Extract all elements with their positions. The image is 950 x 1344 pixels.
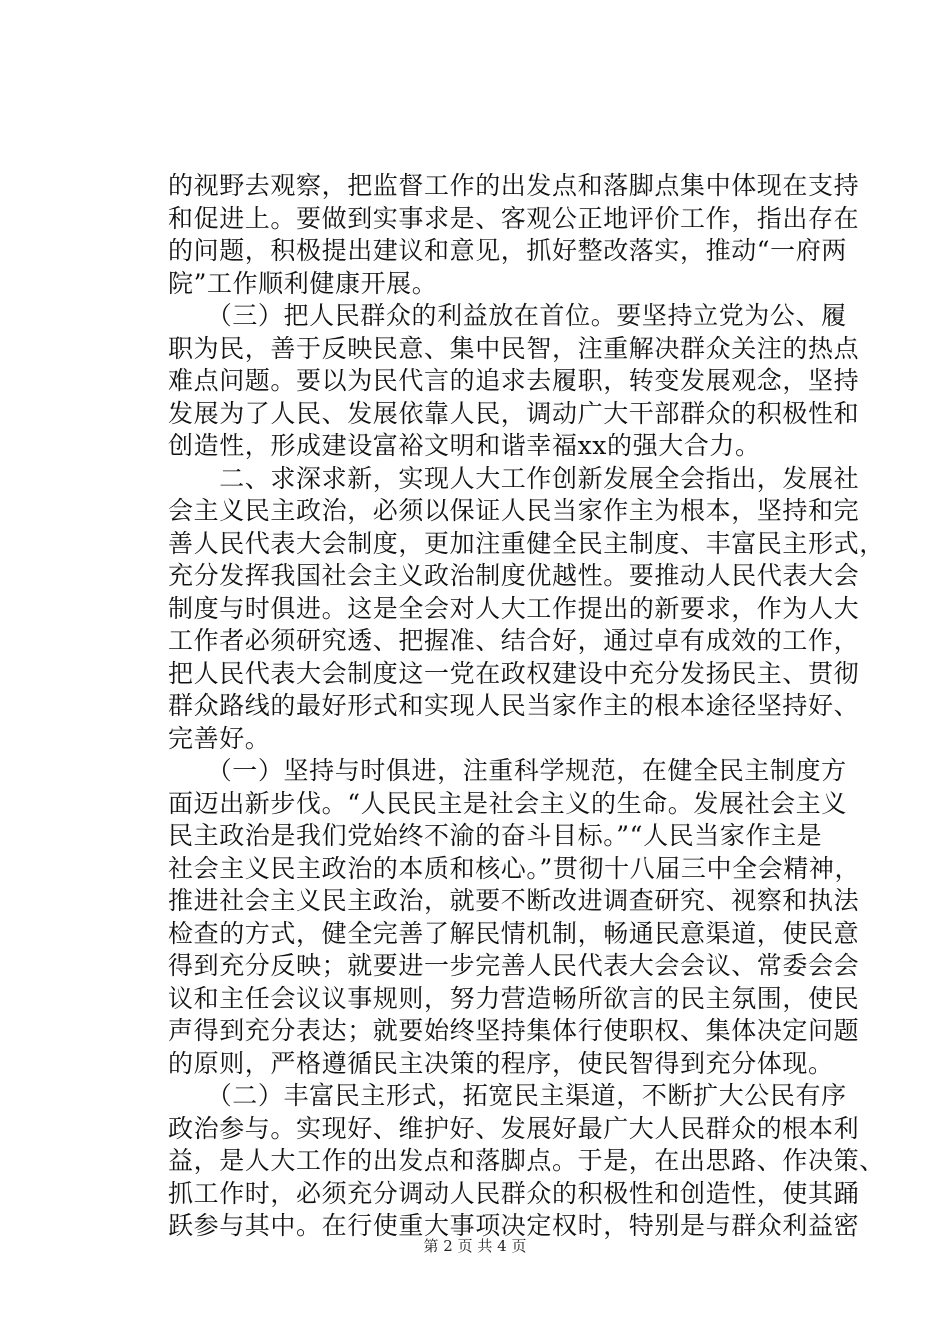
text-line: 社会主义民主政治的本质和核心。”贯彻十八届三中全会精神， [168,853,861,883]
text-line: 完善好。 [168,723,271,753]
text-line: 得到充分反映；就要进一步完善人民代表大会会议、常委会会 [168,951,860,980]
text-line: 民主政治是我们党始终不渝的奋斗目标。”“人民当家作主是 [168,821,823,850]
text-line: 的原则，严格遵循民主决策的程序，使民智得到充分体现。 [168,1048,834,1078]
text-line: 职为民，善于反映民意、集中民智，注重解决群众关注的热点 [168,333,860,363]
text-line: 益，是人大工作的出发点和落脚点。于是，在出思路、作决策、 [168,1146,885,1175]
text-line: 会主义民主政治，必须以保证人民当家作主为根本，坚持和完 [168,496,860,525]
text-line: 把人民代表大会制度这一党在政权建设中充分发扬民主、贯彻 [168,658,860,688]
text-line: 议和主任会议议事规则，努力营造畅所欲言的民主氛围，使民 [168,983,860,1013]
text-line: 二、求深求新，实现人大工作创新发展全会指出，发展社 [168,463,860,493]
text-line: 的问题，积极提出建议和意见，抓好整改落实，推动“一府两 [168,236,847,265]
text-line: 抓工作时，必须充分调动人民群众的积极性和创造性，使其踊 [168,1178,860,1208]
text-line: 面迈出新步伐。“人民民主是社会主义的生命。发展社会主义 [168,788,847,818]
page-number-footer: 第 2 页 共 4 页 [423,1237,527,1255]
text-line: 声得到充分表达；就要始终坚持集体行使职权、集体决定问题 [168,1016,860,1045]
text-line: 充分发挥我国社会主义政治制度优越性。要推动人民代表大会 [168,561,860,590]
document-body [168,170,885,1243]
text-line: 制度与时俱进。这是全会对人大工作提出的新要求，作为人大 [168,593,860,623]
text-line: 善人民代表大会制度，更加注重健全民主制度、丰富民主形式， [168,528,885,558]
text-line: 工作者必须研究透、把握准、结合好，通过卓有成效的工作， [168,626,860,655]
text-line: （二）丰富民主形式，拓宽民主渠道，不断扩大公民有序 [168,1081,847,1110]
text-line: 和促进上。要做到实事求是、客观公正地评价工作，指出存在 [168,203,860,233]
text-line: 创造性，形成建设富裕文明和谐幸福xx的强大合力。 [168,431,761,460]
text-line: 的视野去观察，把监督工作的出发点和落脚点集中体现在支持 [168,171,860,200]
text-line: 群众路线的最好形式和实现人民当家作主的根本途径坚持好、 [168,691,860,720]
text-line: 检查的方式，健全完善了解民情机制，畅通民意渠道，使民意 [168,918,860,948]
text-line: 推进社会主义民主政治，就要不断改进调查研究、视察和执法 [168,886,860,915]
text-line: 院”工作顺利健康开展。 [168,268,438,298]
text-line: （一）坚持与时俱进，注重科学规范，在健全民主制度方 [168,756,847,785]
text-line: 发展为了人民、发展依靠人民，调动广大干部群众的积极性和 [168,398,860,428]
text-line: 政治参与。实现好、维护好、发展好最广大人民群众的根本利 [168,1113,860,1143]
text-line: 难点问题。要以为民代言的追求去履职，转变发展观念，坚持 [168,366,860,395]
text-line: 跃参与其中。在行使重大事项决定权时，特别是与群众利益密 [168,1211,860,1240]
text-line: （三）把人民群众的利益放在首位。要坚持立党为公、履 [168,301,847,330]
